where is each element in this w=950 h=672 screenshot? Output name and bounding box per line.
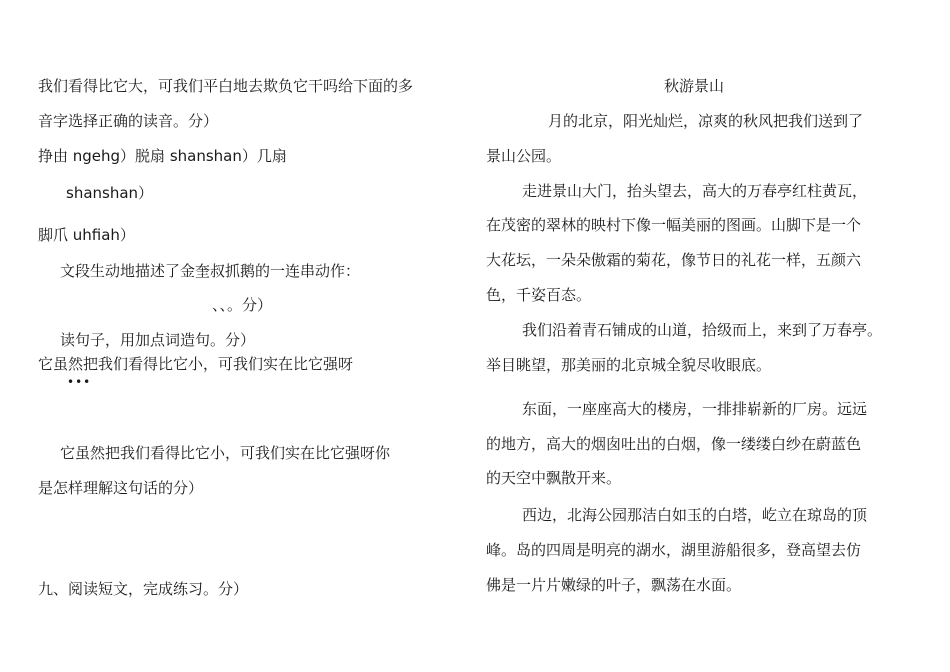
example-sentence: 它虽然把我们看得比它小，可我们实在比它强呀 (38, 355, 354, 373)
understanding-question-line-2: 是怎样理解这句话的分） (38, 479, 204, 497)
passage-p5-line-2: 峰。岛的四周是明亮的湖水，湖里游船很多，登高望去仿 (486, 541, 862, 559)
passage-p1-line-2: 景山公园。 (486, 147, 562, 165)
emphasis-dots: ••• (67, 375, 92, 389)
phonetic-question-line-2: shanshan） (66, 184, 154, 202)
phonetic-question-line-1: 挣由 ngehg）脱扇 shanshan）几扇 (38, 147, 287, 165)
passage-p1-line-1: 月的北京，阳光灿烂，凉爽的秋风把我们送到了 (548, 112, 864, 130)
passage-p2-line-3: 大花坛，一朵朵傲霜的菊花，像节日的礼花一样，五颜六 (486, 251, 862, 269)
passage-title: 秋游景山 (664, 77, 725, 95)
passage-p2-line-1: 走进景山大门，抬头望去，高大的万春亭红柱黄瓦， (522, 182, 868, 200)
passage-p4-line-3: 的天空中飘散开来。 (486, 469, 622, 487)
passage-p4-line-1: 东面，一座座高大的楼房，一排排崭新的厂房。远远 (522, 400, 868, 418)
left-paragraph-line-1: 我们看得比它大，可我们平白地去欺负它干吗给下面的多 (38, 77, 414, 95)
description-question: 文段生动地描述了金奎叔抓鹅的一连串动作： (60, 262, 361, 280)
phonetic-question-line-3: 脚爪 uhfiah） (38, 226, 135, 244)
passage-p2-line-4: 色，千姿百态。 (486, 286, 592, 304)
passage-p3-line-1: 我们沿着青石铺成的山道，拾级而上，来到了万春亭。 (522, 321, 883, 339)
sentence-question: 读句子，用加点词造句。分） (60, 331, 256, 349)
passage-p5-line-1: 西边，北海公园那洁白如玉的白塔，屹立在琼岛的顶 (522, 506, 868, 524)
passage-p4-line-2: 的地方，高大的烟囱吐出的白烟，像一缕缕白纱在蔚蓝色 (486, 435, 862, 453)
left-paragraph-line-2: 音字选择正确的读音。分） (38, 112, 219, 130)
passage-p2-line-2: 在茂密的翠林的映村下像一幅美丽的图画。山脚下是一个 (486, 216, 862, 234)
passage-p3-line-2: 举目眺望，那美丽的北京城全貌尽收眼底。 (486, 356, 772, 374)
understanding-question-line-1: 它虽然把我们看得比它小，可我们实在比它强呀你 (60, 444, 391, 462)
passage-p5-line-3: 佛是一片片嫩绿的叶子，飘荡在水面。 (486, 576, 742, 594)
section-nine-heading: 九、阅读短文，完成练习。分） (38, 580, 249, 598)
description-answer-blank: 、、。分） (212, 296, 273, 314)
